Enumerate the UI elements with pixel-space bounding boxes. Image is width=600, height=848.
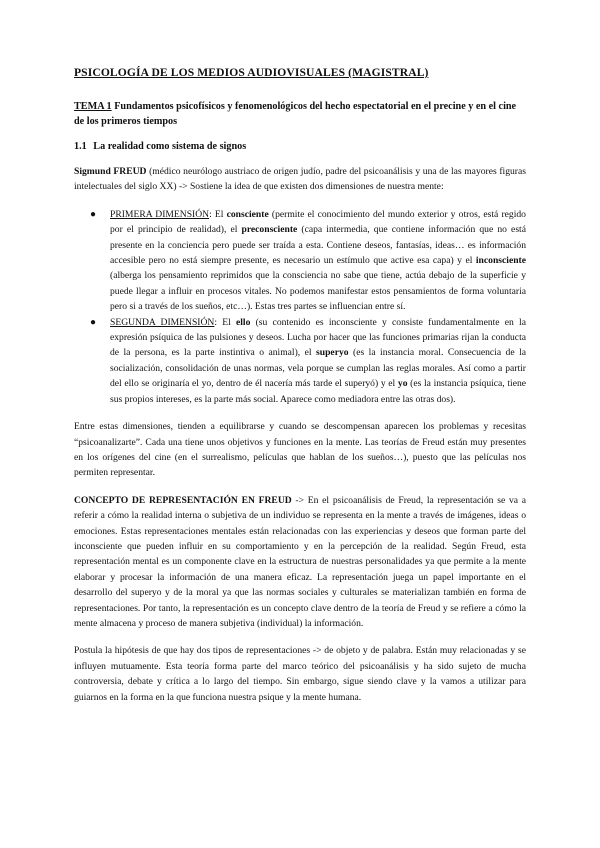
- bullet-icon: ●: [90, 208, 97, 220]
- dimension-list: [74, 207, 526, 407]
- list-item: [90, 207, 526, 315]
- section-heading: [74, 141, 526, 152]
- intro-text: (médico neurólogo austriaco de origen judío, padre del psicoanálisis y una de las mayores figuras intelectuales del siglo XX) -> Sostiene la idea de que existen dos dimensiones de nuestra mente:: [74, 166, 526, 193]
- dimension-text: (es la instancia psíquica, tiene sus propios intereses, es la parte más social. Aparece como mediadora entre las otras dos).: [110, 378, 527, 405]
- dimension-text: (capa intermedia, que contiene información que no está presente en la conciencia pero puede ser traída a esta. Contiene deseos, fantasías, ideas… es información accesible pero no está siempre presente, es necesario un estímulo que active esa capa) y el: [110, 224, 526, 267]
- dimension-text: (alberga los pensamiento reprimidos que la consciencia no sabe que tiene, actúa debajo de la superficie y puede llegar a influir en procesos vitales. No podemos manifestar estos pensamientos de forma voluntaria pero si a través de los sueños, etc…). Estas tres partes se influencian entre sí.: [110, 270, 526, 313]
- section-title: La realidad como sistema de signos: [93, 141, 247, 152]
- representation-text: -> En el psicoanálisis de Freud, la representación se va a referir a cómo la realidad interna o subjetiva de un individuo se representa en la mente a través de imágenes, ideas o emociones. Estas representaciones mentales están relacionadas con las experiencias y deseos que forman parte del inconsciente que pueden influir en su comportamiento y en la percepción de la realidad. Según Freud, esta representación mental es un componente clave en la estructura de nuestras personalidades ya que permite a la mente elaborar y procesar la información de una manera eficaz. La representación juega un papel importante en el desarrollo del superyo y de la moral ya que las normas sociales y culturales se materializan también en forma de representaciones. Por tanto, la representación es un concepto clave dentro de la teoría de Freud y se refiere a cómo la mente almacena y proceso de manera subjetiva (individual) la información.: [74, 494, 526, 629]
- topic-text: Fundamentos psicofísicos y fenomenológicos del hecho espectatorial en el precine y en el cine de los primeros tiempos: [74, 101, 517, 127]
- dimension-term: yo: [397, 378, 408, 390]
- dimension-text: : El: [209, 208, 227, 220]
- section-number: 1.1: [74, 141, 87, 152]
- dimension-text: : El: [214, 316, 236, 328]
- dimension-text: (permite el conocimiento del mundo exterior y otros, está regido por el principio de realidad), el: [110, 208, 526, 236]
- dimension-term: inconsciente: [475, 255, 526, 267]
- dimension-term: ello: [236, 316, 251, 328]
- representation-paragraph: [74, 493, 526, 632]
- balance-paragraph: Entre estas dimensiones, tienden a equilibrarse y cuando se descompensan aparecen los problemas y recesitas “psicoanalizarte”. Cada una tiene unos objetivos y funciones en la mente. Las teorías de Freud están muy presentes en los orígenes del cine (en el surrealismo, películas que hablan de los sueños…), puesto que las películas nos permiten representar.: [74, 421, 526, 479]
- list-item: [90, 315, 527, 407]
- dimension-text: (su contenido es inconsciente y consiste fundamentalmente en la expresión psíquica de las pulsiones y deseos. Lucha por hacer que las funciones primarias rijan la conducta de la persona, es la parte instintiva o animal), el: [110, 316, 526, 359]
- topic-heading: [74, 99, 526, 129]
- dimension-label: PRIMERA DIMENSIÓN: [110, 208, 210, 220]
- intro-paragraph: [74, 164, 526, 195]
- dimension-term: superyo: [316, 347, 349, 359]
- dimension-term: consciente: [226, 208, 269, 220]
- dimension-text: (es la instancia moral. Consecuencia de la socialización, consolidación de unas normas, vela porque se cumplan las reglas morales. Así como a partir del ello se originaría el yo, dentro de él nacería más tarde el superyó) y el: [110, 347, 526, 390]
- dimension-label: SEGUNDA DIMENSIÓN: [110, 316, 215, 328]
- hypothesis-paragraph: Postula la hipótesis de que hay dos tipos de representaciones -> de objeto y de palabra. Están muy relacionadas y se influyen mutuamente. Esta teoría forma parte del marco teórico del psicoanálisis y ha sido sujeto de mucha controversia, debate y crítica a lo largo del tiempo. Sin embargo, sigue siendo clave y la vamos a utilizar para guiarnos en la forma en la que funciona nuestra psique y la mente humana.: [74, 645, 526, 703]
- bullet-icon: ●: [90, 316, 97, 328]
- representation-concept-heading: CONCEPTO DE REPRESENTACIÓN EN FREUD: [74, 494, 292, 506]
- dimension-term: preconsciente: [241, 224, 298, 236]
- freud-name: Sigmund FREUD: [74, 166, 147, 177]
- topic-label: TEMA 1: [74, 101, 112, 112]
- course-title: PSICOLOGÍA DE LOS MEDIOS AUDIOVISUALES (MAGISTRAL): [74, 66, 429, 79]
